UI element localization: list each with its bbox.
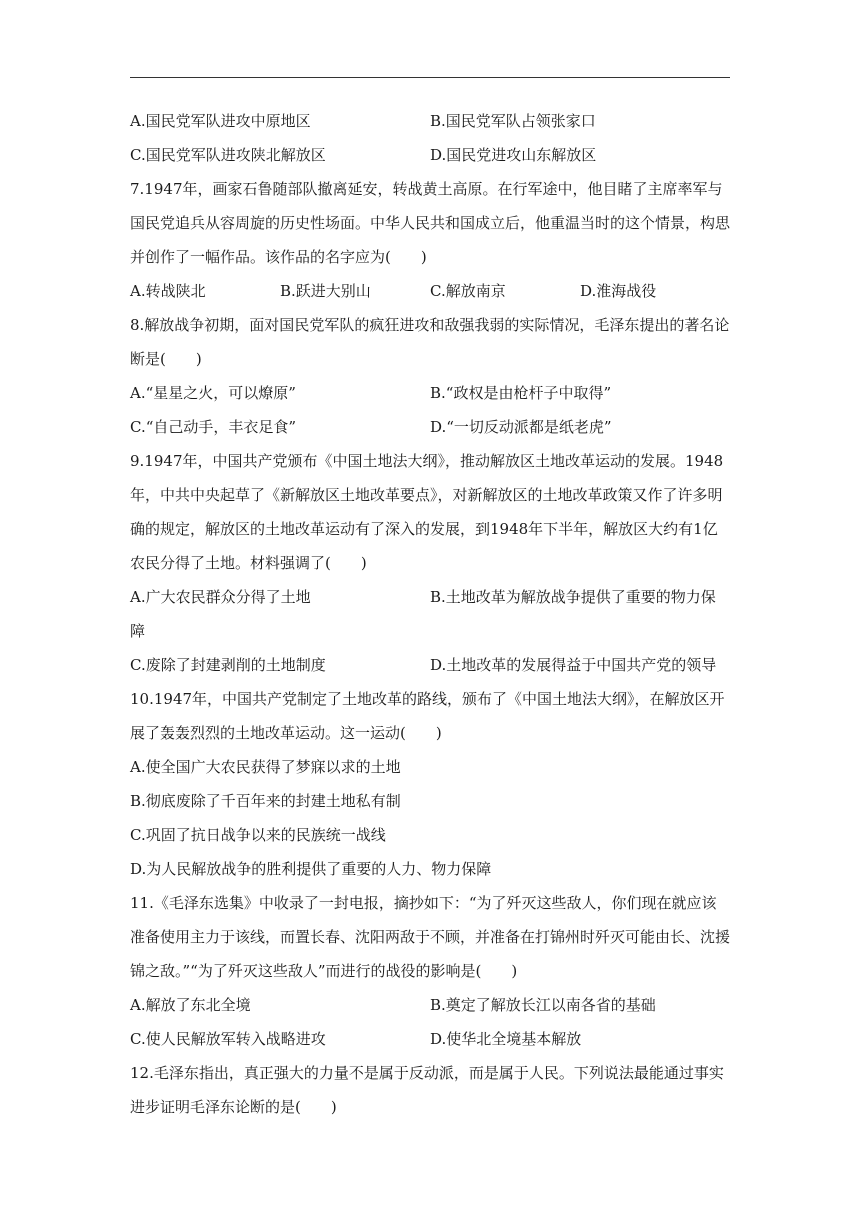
q10-option-d: D.为人民解放战争的胜利提供了重要的人力、物力保障 (130, 860, 492, 878)
q9-stem-line-1: 9.1947年，中国共产党颁布《中国土地法大纲》，推动解放区土地改革运动的发展。1948 (130, 452, 724, 470)
q11-option-a: A.解放了东北全境 (130, 996, 251, 1014)
q8-option-c: C.“自己动手，丰衣足食” (130, 418, 297, 436)
q11-option-c: C.使人民解放军转入战略进攻 (130, 1030, 326, 1048)
q12-stem-line-1: 12.毛泽东指出，真正强大的力量不是属于反动派，而是属于人民。下列说法最能通过事实 (130, 1064, 724, 1082)
q6-option-a: A.国民党军队进攻中原地区 (130, 112, 311, 130)
q7-option-c: C.解放南京 (430, 282, 506, 300)
q11-option-b: B.奠定了解放长江以南各省的基础 (430, 996, 656, 1014)
q11-options-row-2 (130, 1025, 732, 1059)
q8-stem-line-1: 8.解放战争初期，面对国民党军队的疯狂进攻和敌强我弱的实际情况，毛泽东提出的著名论 (130, 316, 730, 334)
q9-option-c: C.废除了封建剥削的土地制度 (130, 656, 326, 674)
q9-options-row-1 (130, 583, 732, 617)
q7-options-row (130, 277, 732, 311)
q11-options-row-1 (130, 991, 732, 1025)
q10-option-b: B.彻底废除了千百年来的封建土地私有制 (130, 792, 401, 810)
q11-option-d: D.使华北全境基本解放 (430, 1030, 582, 1048)
q7-option-b: B.跃进大别山 (280, 282, 371, 300)
q11-stem-line-3: 锦之敌。”“为了歼灭这些敌人”而进行的战役的影响是( ) (130, 962, 518, 980)
q7-stem-line-1: 7.1947年，画家石鲁随部队撤离延安，转战黄土高原。在行军途中，他目睹了主席率军与 (130, 180, 723, 198)
q11-stem-line-2: 准备使用主力于该线，而置长春、沈阳两敌于不顾，并准备在打锦州时歼灭可能由长、沈援 (130, 928, 731, 946)
q8-option-a: A.“星星之火，可以燎原” (130, 384, 296, 402)
q11-stem-line-1: 11.《毛泽东选集》中收录了一封电报，摘抄如下：“为了歼灭这些敌人，你们现在就应该 (130, 894, 717, 912)
q10-stem-line-2: 展了轰轰烈烈的土地改革运动。这一运动( ) (130, 724, 442, 742)
q9-stem-line-4: 农民分得了土地。材料强调了( ) (130, 554, 367, 572)
question-list (130, 107, 732, 1127)
q8-options-row-2 (130, 413, 732, 447)
q10-option-c: C.巩固了抗日战争以来的民族统一战线 (130, 826, 386, 844)
q7-stem-line-2: 国民党追兵从容周旋的历史性场面。中华人民共和国成立后，他重温当时的这个情景，构思 (130, 214, 731, 232)
q8-option-d: D.“一切反动派都是纸老虎” (430, 418, 612, 436)
q6-option-c: C.国民党军队进攻陕北解放区 (130, 146, 326, 164)
q10-stem-line-1: 10.1947年，中国共产党制定了土地改革的路线，颁布了《中国土地法大纲》，在解放区开 (130, 690, 725, 708)
q6-options-row-2 (130, 141, 732, 175)
q7-option-a: A.转战陕北 (130, 282, 206, 300)
q9-stem-line-2: 年，中共中央起草了《新解放区土地改革要点》，对新解放区的土地改革政策又作了许多明 (130, 486, 723, 504)
q6-option-b: B.国民党军队占领张家口 (430, 112, 596, 130)
q7-stem-line-3: 并创作了一幅作品。该作品的名字应为( ) (130, 248, 427, 266)
q9-option-d: D.土地改革的发展得益于中国共产党的领导 (430, 656, 717, 674)
q9-option-b: B.土地改革为解放战争提供了重要的物力保 (430, 588, 716, 606)
q8-option-b: B.“政权是由枪杆子中取得” (430, 384, 612, 402)
q12-stem-line-2: 进步证明毛泽东论断的是( ) (130, 1098, 337, 1116)
q9-option-b-continued: 障 (130, 622, 146, 640)
q10-option-a: A.使全国广大农民获得了梦寐以求的土地 (130, 758, 401, 776)
q9-stem-line-3: 确的规定，解放区的土地改革运动有了深入的发展，到1948年下半年，解放区大约有1亿 (130, 520, 718, 538)
q6-options-row-1 (130, 107, 732, 141)
q9-options-row-2 (130, 651, 732, 685)
q7-option-d: D.淮海战役 (580, 282, 657, 300)
q8-options-row-1 (130, 379, 732, 413)
q8-stem-line-2: 断是( ) (130, 350, 202, 368)
q6-option-d: D.国民党进攻山东解放区 (430, 146, 597, 164)
q9-option-a: A.广大农民群众分得了土地 (130, 588, 311, 606)
header-rule (130, 77, 730, 78)
